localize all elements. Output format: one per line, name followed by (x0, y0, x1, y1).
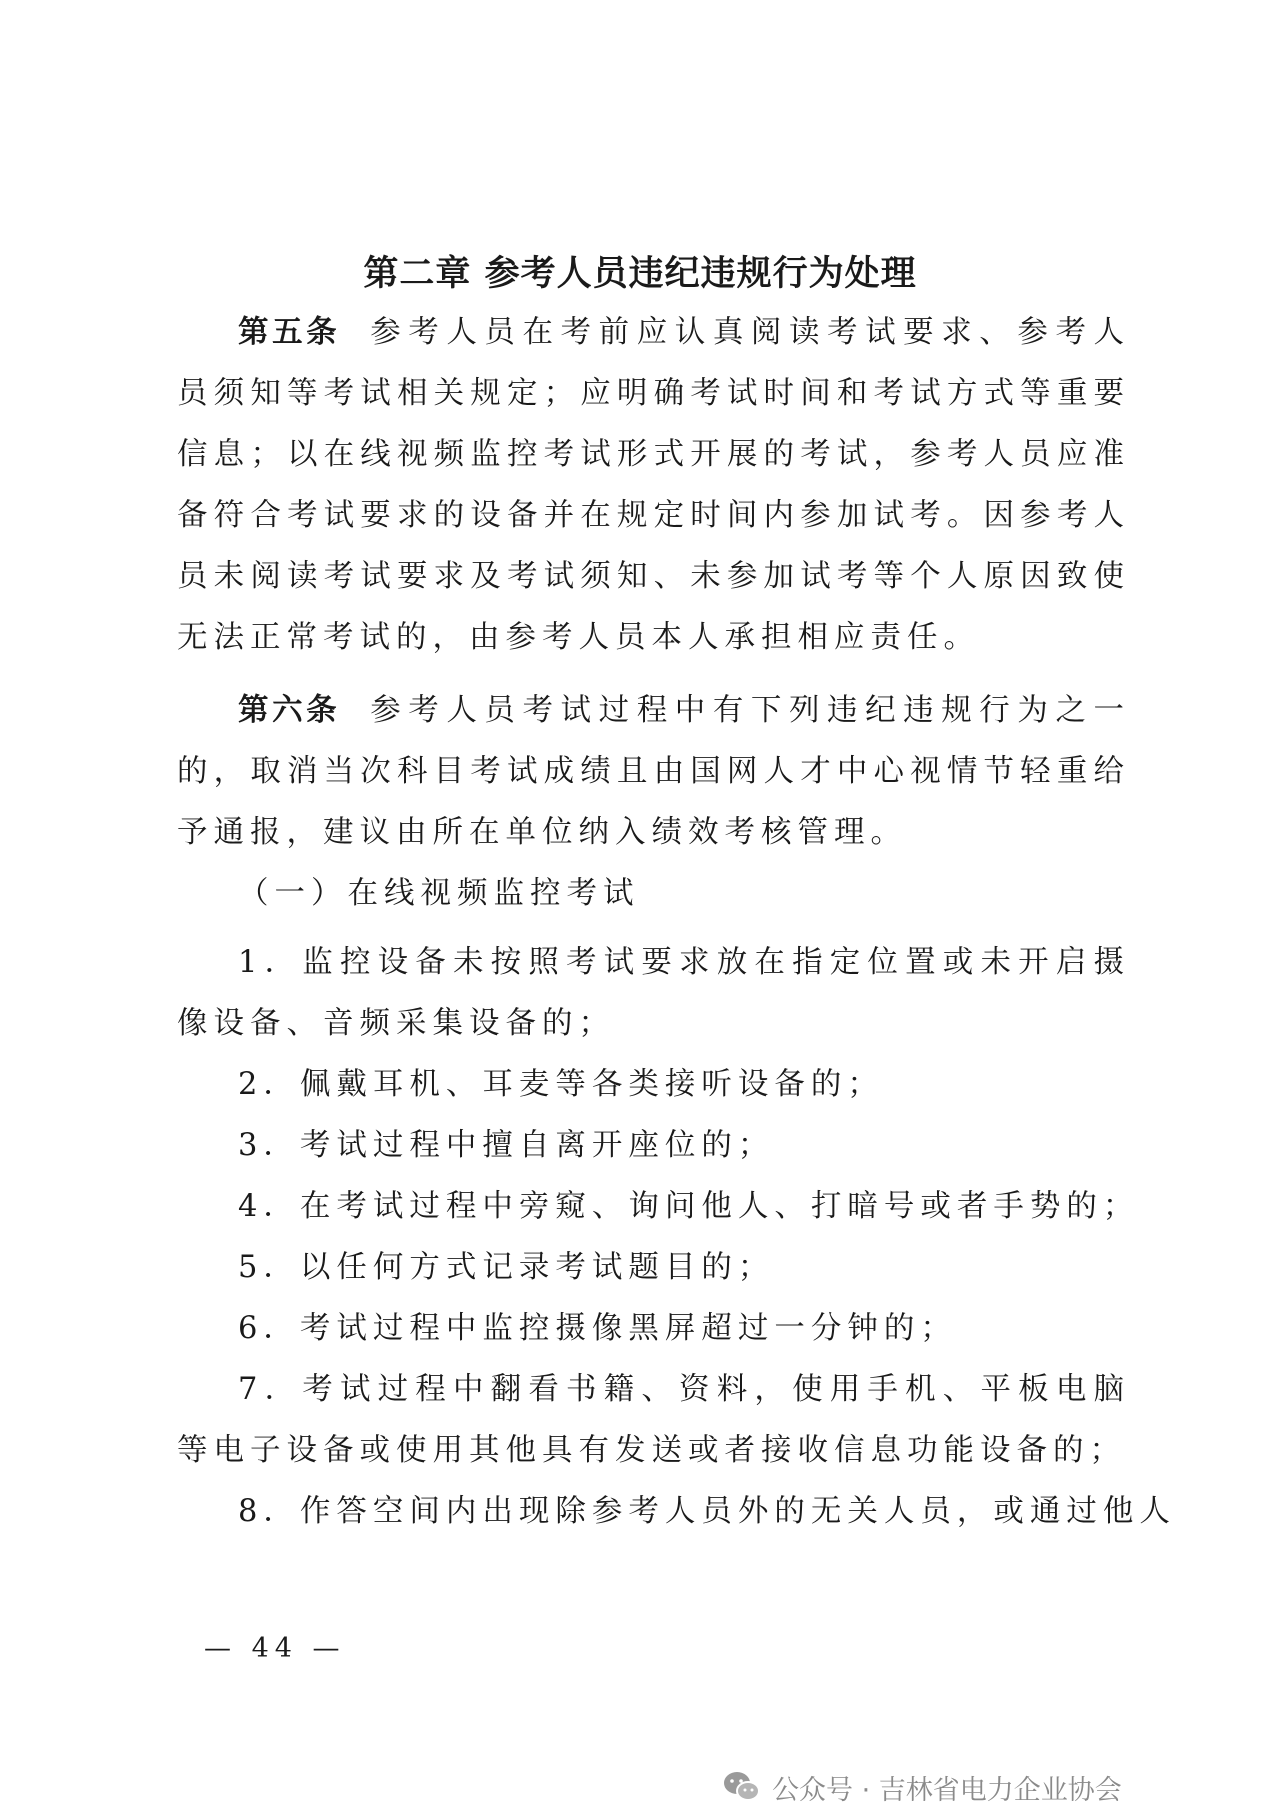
page-number: — 44 — (204, 1633, 346, 1664)
list-item: 2．佩戴耳机、耳麦等各类接听设备的； (238, 1067, 884, 1102)
list-item: 3．考试过程中擅自离开座位的； (238, 1128, 775, 1163)
list-item: 4．在考试过程中旁窥、询问他人、打暗号或者手势的； (238, 1189, 1140, 1224)
list-item: 1．监控设备未按照考试要求放在指定位置或未开启摄像设备、音频采集设备的； (177, 945, 1130, 1041)
list-item: 8．作答空间内出现除参考人员外的无关人员，或通过他人 (238, 1494, 1176, 1529)
chapter-title: 第二章 参考人员违纪违规行为处理 (363, 254, 917, 294)
article-5-text: 参考人员在考前应认真阅读考试要求、参考人员须知等考试相关规定；应明确考试时间和考试方式等重要信息；以在线视频监控考试形式开展的考试，参考人员应准备符合考试要求的设备并在规定时间内参加试考。因参考人员未阅读考试要求及考试须知、未参加试考等个人原因致使无法正常考试的，由参考人员本人承担相应责任。 (177, 315, 1131, 655)
article-5-label: 第五条 (238, 315, 341, 350)
watermark-text: 公众号 · 吉林省电力企业协会 (772, 1774, 1122, 1806)
wechat-icon (722, 1770, 762, 1804)
list-item: 6．考试过程中监控摄像黑屏超过一分钟的； (238, 1311, 957, 1346)
list-item: 7．考试过程中翻看书籍、资料，使用手机、平板电脑等电子设备或使用其他具有发送或者接收信息功能设备的； (177, 1372, 1130, 1468)
watermark (722, 1770, 1122, 1804)
article-6 (177, 680, 1130, 863)
section-heading: （一）在线视频监控考试 (238, 876, 640, 911)
list-item: 5．以任何方式记录考试题目的； (238, 1250, 775, 1285)
article-6-text: 参考人员考试过程中有下列违纪违规行为之一的，取消当次科目考试成绩且由国网人才中心视情节轻重给予通报，建议由所在单位纳入绩效考核管理。 (177, 693, 1131, 850)
article-6-label: 第六条 (238, 693, 341, 728)
article-5 (177, 302, 1130, 668)
document-body (177, 302, 1176, 1542)
